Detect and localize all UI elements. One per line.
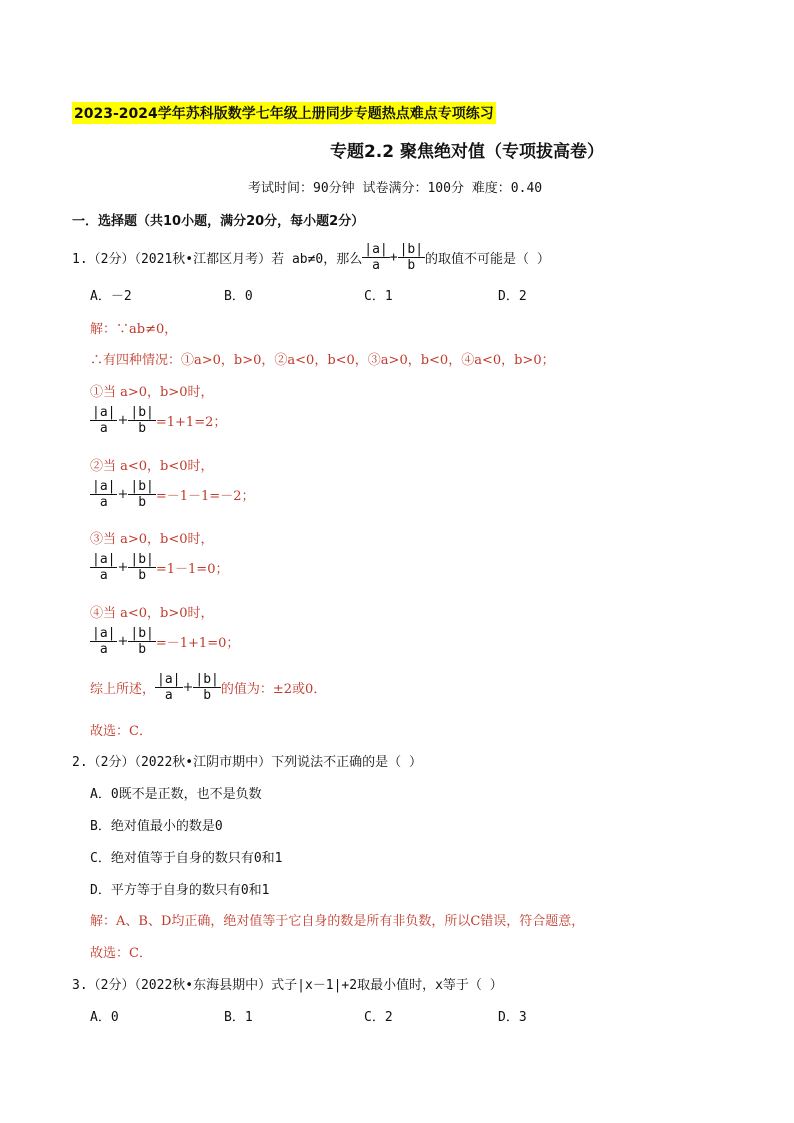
q1-case-2-equation: $\frac{|a|}{a}$ + $\frac{|b|}{b}$ =－1－1=－2；	[92, 479, 255, 510]
q3-option-a: A．0	[90, 1010, 119, 1025]
q2-option-b: B．绝对值最小的数是0	[90, 819, 223, 834]
section-heading: 一．选择题（共10小题，满分20分，每小题2分）	[72, 214, 365, 229]
q1-summary: 综上所述， $\frac{|a|}{a}$ + $\frac{|b|}{b}$ 的值为：±2或0．	[90, 672, 327, 703]
question-2-stem: 2.（2分）（2022秋•江阴市期中）下列说法不正确的是（ ）	[72, 755, 422, 770]
q1-option-d: D．2	[498, 289, 527, 304]
question-3-stem: 3.（2分）（2022秋•东海县期中）式子|x－1|+2取最小值时，x等于（ ）	[72, 978, 503, 993]
series-banner: 2023-2024学年苏科版数学七年级上册同步专题热点难点专项练习	[72, 102, 496, 124]
q1-case-4: ④当 a<0，b>0时，	[90, 606, 214, 621]
q1-stem-after: 的取值不可能是（ ）	[425, 252, 550, 267]
q2-option-c: C．绝对值等于自身的数只有0和1	[90, 851, 283, 866]
q1-stem-before: 1.（2分）（2021秋•江都区月考）若 ab≠0，那么	[72, 252, 363, 267]
q1-option-b: B．0	[224, 289, 253, 304]
q1-solution-intro: 解：∵ab≠0，	[90, 322, 178, 337]
q2-option-d: D．平方等于自身的数只有0和1	[90, 883, 270, 898]
q2-option-a: A．0既不是正数，也不是负数	[90, 787, 262, 802]
q1-case-1-equation: $\frac{|a|}{a}$ + $\frac{|b|}{b}$ =1+1=2；	[92, 405, 227, 436]
q1-case-3-equation: $\frac{|a|}{a}$ + $\frac{|b|}{b}$ =1－1=0；	[92, 552, 229, 583]
q1-case-1: ①当 a>0，b>0时，	[90, 385, 214, 400]
q1-option-c: C．1	[364, 289, 393, 304]
q3-option-c: C．2	[364, 1010, 393, 1025]
exam-meta: 考试时间：90分钟 试卷满分：100分 难度：0.40	[248, 181, 543, 196]
q1-case-4-equation: $\frac{|a|}{a}$ + $\frac{|b|}{b}$ =－1+1=0；	[92, 626, 240, 657]
q2-solution: 解：A、B、D均正确，绝对值等于它自身的数是所有非负数，所以C错误，符合题意，	[90, 914, 585, 929]
frac-abs-b-over-b: $\frac{|b|}{b}$	[399, 242, 424, 273]
q1-option-a: A．－2	[90, 289, 132, 304]
frac-abs-a-over-a: $\frac{|a|}{a}$	[364, 242, 388, 273]
q3-option-d: D．3	[498, 1010, 527, 1025]
q3-option-b: B．1	[224, 1010, 253, 1025]
question-1-stem: 1.（2分）（2021秋•江都区月考）若 ab≠0，那么 $\frac{|a|}{a}$ + $\frac{|b|}{b}$ 的取值不可能是（ ）	[72, 242, 550, 273]
q1-solution-cases: ∴有四种情况：①a>0，b>0，②a<0，b<0，③a>0，b<0，④a<0，b>0；	[90, 353, 555, 368]
page-title: 专题2.2 聚焦绝对值（专项拔高卷）	[329, 142, 605, 162]
q1-answer: 故选：C．	[90, 724, 152, 739]
q2-answer: 故选：C．	[90, 946, 152, 961]
q1-case-2: ②当 a<0，b<0时，	[90, 459, 214, 474]
q1-case-3: ③当 a>0，b<0时，	[90, 532, 214, 547]
